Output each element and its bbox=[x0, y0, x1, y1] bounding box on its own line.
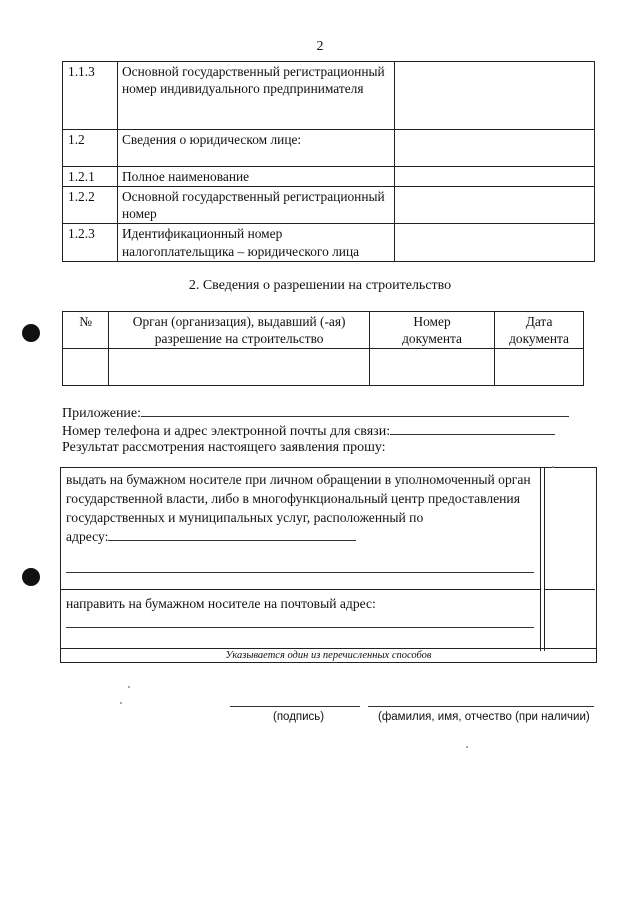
scan-speck bbox=[552, 466, 554, 468]
column-header-doc-date: Дата документа bbox=[495, 312, 584, 349]
option-personal-text bbox=[66, 470, 536, 546]
attachment-field bbox=[62, 403, 569, 423]
row-label: Сведения о юридическом лице: bbox=[118, 130, 395, 167]
table-row bbox=[63, 130, 595, 167]
row-label: Идентификационный номер налогоплательщика – юридического лица bbox=[118, 224, 395, 261]
signature-label: (подпись) bbox=[273, 711, 325, 723]
table-row bbox=[63, 224, 595, 261]
table-row bbox=[63, 187, 595, 224]
cell-doc-number[interactable] bbox=[369, 349, 494, 386]
row-number: 1.2 bbox=[63, 130, 118, 167]
row-value-cell[interactable] bbox=[395, 187, 595, 224]
row-number: 1.1.3 bbox=[63, 62, 118, 130]
row-value-cell[interactable] bbox=[395, 167, 595, 187]
page-number: 2 bbox=[316, 39, 324, 54]
permit-table bbox=[62, 311, 584, 386]
delivery-options-box bbox=[60, 467, 595, 661]
divider bbox=[540, 467, 541, 651]
signature-line[interactable] bbox=[230, 706, 360, 707]
cell-number[interactable] bbox=[63, 349, 109, 386]
result-label: Результат рассмотрения настоящего заявления прошу: bbox=[62, 440, 386, 455]
scan-speck bbox=[466, 746, 468, 748]
attachment-label: Приложение: bbox=[62, 406, 142, 421]
address-input-line-2[interactable] bbox=[66, 572, 534, 573]
table-row bbox=[63, 167, 595, 187]
column-header-authority: Орган (организация), выдавший (-ая) разрешение на строительство bbox=[109, 312, 370, 349]
row-value-cell[interactable] bbox=[395, 130, 595, 167]
row-number: 1.2.1 bbox=[63, 167, 118, 187]
scan-speck bbox=[120, 702, 122, 704]
row-number: 1.2.2 bbox=[63, 187, 118, 224]
option-personal-checkbox[interactable] bbox=[545, 467, 595, 588]
scan-speck bbox=[128, 686, 130, 688]
mail-address-input-line[interactable] bbox=[66, 627, 534, 628]
name-line[interactable] bbox=[368, 706, 594, 707]
table-row bbox=[63, 349, 584, 386]
row-number: 1.2.3 bbox=[63, 224, 118, 261]
contact-input-line[interactable] bbox=[390, 421, 555, 435]
column-header-number: № bbox=[63, 312, 109, 349]
attachment-input-line[interactable] bbox=[141, 403, 569, 417]
table-row bbox=[63, 62, 595, 130]
option-personal-label: выдать на бумажном носителе при личном обращении в уполномоченный орган государственной власти, либо в многофункциональный центр предоставления государственных и муниципальных услуг, расположенный по bbox=[66, 472, 531, 525]
column-header-doc-number: Номер документа bbox=[369, 312, 494, 349]
punch-hole-icon bbox=[22, 324, 40, 342]
option-mail-checkbox[interactable] bbox=[545, 590, 595, 648]
row-value-cell[interactable] bbox=[395, 224, 595, 261]
address-label: адресу: bbox=[66, 529, 109, 544]
divider bbox=[60, 589, 541, 590]
name-label: (фамилия, имя, отчество (при наличии) bbox=[378, 711, 590, 723]
section-2-title: 2. Сведения о разрешении на строительство bbox=[188, 278, 452, 293]
punch-hole-icon bbox=[22, 568, 40, 586]
footnote: Указывается один из перечисленных способов bbox=[60, 648, 597, 663]
row-label: Основной государственный регистрационный номер bbox=[118, 187, 395, 224]
cell-authority[interactable] bbox=[109, 349, 370, 386]
applicant-info-table bbox=[62, 61, 595, 262]
row-label: Полное наименование bbox=[118, 167, 395, 187]
address-input-line[interactable] bbox=[108, 527, 356, 541]
cell-doc-date[interactable] bbox=[495, 349, 584, 386]
table-header-row bbox=[63, 312, 584, 349]
contact-label: Номер телефона и адрес электронной почты для связи: bbox=[62, 424, 391, 439]
row-label: Основной государственный регистрационный номер индивидуального предпринимателя bbox=[118, 62, 395, 130]
option-mail-label: направить на бумажном носителе на почтовый адрес: bbox=[66, 596, 376, 611]
contact-field bbox=[62, 421, 555, 441]
row-value-cell[interactable] bbox=[395, 62, 595, 130]
